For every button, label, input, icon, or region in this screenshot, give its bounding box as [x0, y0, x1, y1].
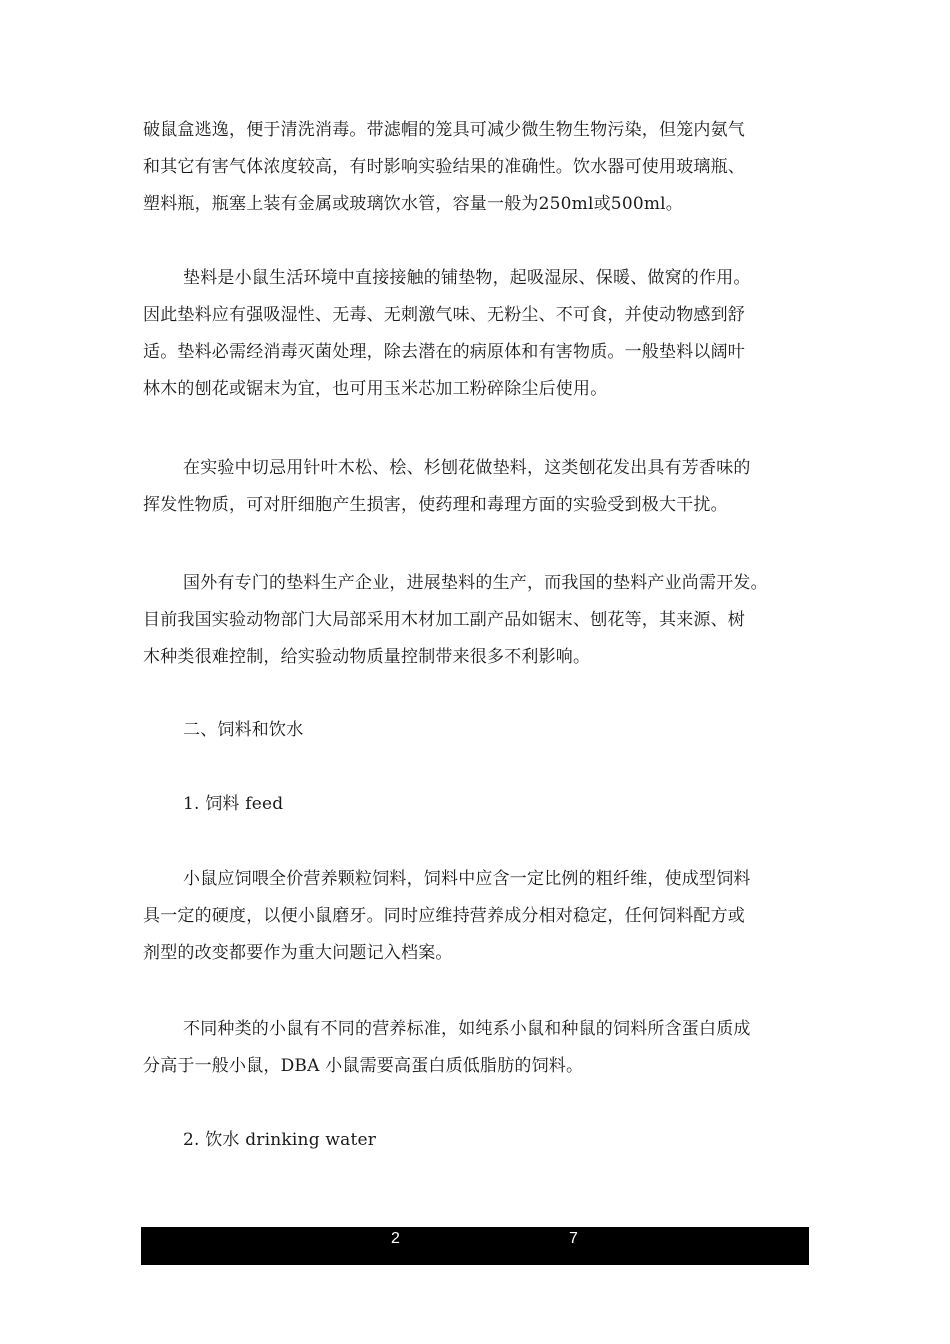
- text-line: 塑料瓶，瓶塞上装有金属或玻璃饮水管，容量一般为250ml或500ml。: [143, 194, 684, 214]
- paragraph-nutrition-standards: [143, 1011, 811, 1085]
- text-line: 分高于一般小鼠，DBA 小鼠需要高蛋白质低脂肪的饲料。: [143, 1056, 584, 1076]
- text-line: 垫料是小鼠生活环境中直接接触的铺垫物，起吸湿尿、保暖、做窝的作用。: [183, 268, 751, 288]
- page-footer-bar: [141, 1227, 809, 1265]
- paragraph-feed-nutrition: [143, 861, 811, 972]
- text-line: 剂型的改变都要作为重大问题记入档案。: [143, 943, 453, 963]
- text-line: 木种类很难控制，给实验动物质量控制带来很多不利影响。: [143, 647, 591, 667]
- text-line: 挥发性物质，可对肝细胞产生损害，使药理和毒理方面的实验受到极大干扰。: [143, 495, 728, 515]
- heading-text: 2. 饮水 drinking water: [183, 1130, 377, 1150]
- section-heading-feed-and-water: [143, 712, 811, 749]
- paragraph-bedding-material: [143, 260, 811, 408]
- total-page-number: 7: [569, 1230, 578, 1247]
- text-line: 国外有专门的垫料生产企业，进展垫料的生产，而我国的垫料产业尚需开发。: [183, 573, 768, 593]
- subheading-drinking-water: [143, 1122, 811, 1159]
- text-line: 在实验中切忌用针叶木松、桧、杉刨花做垫料，这类刨花发出具有芳香味的: [183, 458, 751, 478]
- text-line: 破鼠盒逃逸，便于清洗消毒。带滤帽的笼具可减少微生物生物污染，但笼内氨气: [143, 120, 745, 140]
- text-line: 和其它有害气体浓度较高，有时影响实验结果的准确性。饮水器可使用玻璃瓶、: [143, 157, 745, 177]
- text-line: 适。垫料必需经消毒灭菌处理，除去潜在的病原体和有害物质。一般垫料以阔叶: [143, 342, 745, 362]
- text-line: 因此垫料应有强吸湿性、无毒、无刺激气味、无粉尘、不可食，并使动物感到舒: [143, 305, 745, 325]
- paragraph-bedding-warning: [143, 450, 811, 524]
- text-line: 不同种类的小鼠有不同的营养标准，如纯系小鼠和种鼠的饲料所含蛋白质成: [183, 1019, 751, 1039]
- text-line: 具一定的硬度，以便小鼠磨牙。同时应维持营养成分相对稳定，任何饲料配方或: [143, 906, 745, 926]
- paragraph-cage-description: [143, 112, 811, 223]
- paragraph-bedding-industry: [143, 565, 811, 676]
- text-line: 目前我国实验动物部门大局部采用木材加工副产品如锯末、刨花等，其来源、树: [143, 610, 745, 630]
- text-line: 林木的刨花或锯末为宜，也可用玉米芯加工粉碎除尘后使用。: [143, 379, 608, 399]
- current-page-number: 2: [391, 1230, 400, 1247]
- text-line: 小鼠应饲喂全价营养颗粒饲料，饲料中应含一定比例的粗纤维，使成型饲料: [183, 869, 751, 889]
- heading-text: 1. 饲料 feed: [183, 794, 284, 814]
- subheading-feed: [143, 786, 811, 823]
- heading-text: 二、饲料和饮水: [183, 720, 304, 740]
